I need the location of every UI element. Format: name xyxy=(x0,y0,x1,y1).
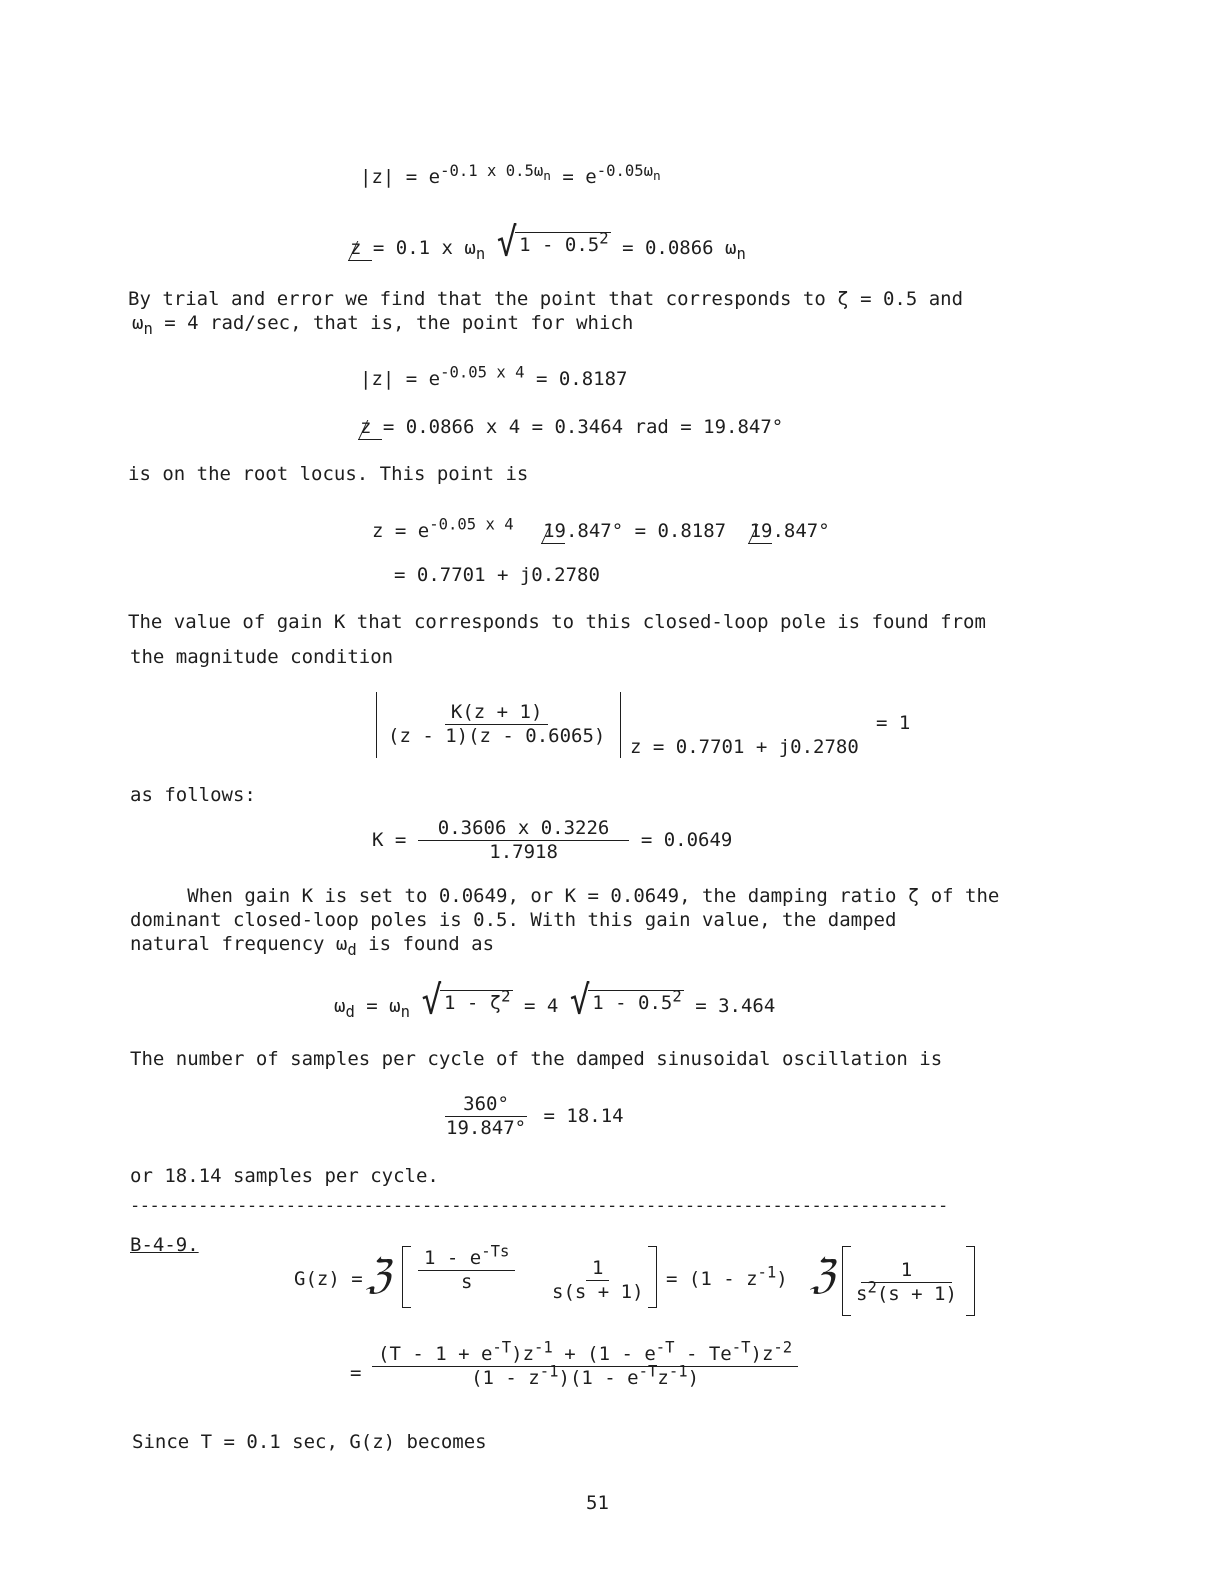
bracket-right xyxy=(648,1246,657,1308)
sqrt-radical: √ $1 - \zeta^2$ xyxy=(421,977,511,1024)
z-transform-symbol: ℨ xyxy=(810,1252,835,1298)
paragraph-root-locus: is on the root locus. This point is xyxy=(128,463,529,485)
eq-text: = e xyxy=(550,166,597,188)
equation-samples: $\frac{360^\circ}{19.847^\circ}$ = 18.14 xyxy=(446,1093,624,1139)
equation-gz-expanded: = xyxy=(350,1362,362,1384)
paragraph-magnitude-condition: the magnitude condition xyxy=(130,646,394,668)
gz-expanded-denominator: $(1 - z^{-1})(1 - e^{-T}z^{-1})$ xyxy=(471,1362,700,1389)
gz-frac-1: $\frac{1 - e^{-Ts}}{s}$ xyxy=(418,1248,515,1293)
eq-sub: n xyxy=(736,244,746,263)
equation-magnitude-value: $|z| = e^{-0.05 x 4} = 0.8187$ xyxy=(360,363,628,390)
magnitude-rhs: = 1 xyxy=(876,712,911,734)
equation-angle-value xyxy=(356,418,783,437)
eq-sub: n xyxy=(475,244,486,263)
abs-bar-left xyxy=(376,692,377,758)
gz-frac-3: $\frac{1}{s^2(s + 1)}$ xyxy=(856,1259,957,1305)
sqrt-radical: √ $1 - 0.5^2$ xyxy=(569,977,682,1024)
section-label: B-4-9. xyxy=(130,1234,199,1256)
equation-gain-k: K = $\frac{0.3606 x 0.3226}{1.7918}$ = 0.0649 xyxy=(372,817,733,863)
eq-text: |z| = e xyxy=(360,166,441,188)
magnitude-eval-point: z = 0.7701 + j0.2780 xyxy=(630,736,859,758)
paragraph-t-value: Since T = 0.1 sec, G(z) becomes xyxy=(132,1431,487,1453)
bracket-right xyxy=(966,1246,975,1316)
page-number: 51 xyxy=(586,1492,609,1514)
paragraph-trial-error-2: $\omega_n = 4$ rad/sec, that is, the point for which xyxy=(132,312,634,338)
paragraph-gain-value: The value of gain K that corresponds to this closed-loop pole is found from xyxy=(128,611,986,633)
eq-sup: -0.1 x 0.5ωn xyxy=(440,161,551,184)
mag-numerator: K(z + 1) xyxy=(445,702,549,725)
magnitude-fraction xyxy=(382,702,611,747)
sqrt-radical: √ $1 - 0.5^2$ xyxy=(496,219,609,266)
angle-symbol: 19.847° xyxy=(746,522,830,541)
abs-bar-right xyxy=(620,692,621,758)
paragraph-natural-frequency: natural frequency $\omega_d$ is found as xyxy=(130,933,495,959)
equation-magnitude-z xyxy=(360,161,661,188)
equation-point-rect: = 0.7701 + j0.2780 xyxy=(394,564,600,586)
gz-expanded-numerator: $(T - 1 + e^{-T})z^{-1} + (1 - e^{-T} - Te^{-T})z^{-2}$ xyxy=(372,1344,798,1367)
eq-sup: -0.05ωn xyxy=(596,161,661,184)
equation-point-z: $z = e^{-0.05 x 4}$ 19.847° = 0.8187 19.847° xyxy=(372,515,830,542)
paragraph-dominant-poles: dominant closed-loop poles is 0.5. With this gain value, the damped xyxy=(130,909,897,931)
equation-gz: G(z) = xyxy=(294,1268,363,1290)
gz-middle: = $(1 - z^{-1})$ xyxy=(666,1263,788,1290)
angle-symbol: z = 0.1 x ω xyxy=(346,239,476,258)
angle-symbol: z = 0.0866 x 4 = 0.3464 rad = 19.847° xyxy=(356,418,783,437)
equation-angle-z xyxy=(346,219,746,266)
equation-damped-frequency: $\omega_d = \omega_n$ √ $1 - \zeta^2$ = 4 √ $1 - 0.5^2$ = 3.464 xyxy=(334,977,776,1024)
dashed-rule: ------------------------------------------------------------------------------------ xyxy=(130,1196,948,1216)
gz-frac-2: $\frac{1}{s(s + 1)}$ xyxy=(552,1257,644,1303)
z-transform-symbol: ℨ xyxy=(366,1252,391,1298)
gz-expanded-frac xyxy=(372,1338,798,1389)
angle-symbol: 19.847° xyxy=(539,522,623,541)
paragraph-trial-error: By trial and error we find that the point that corresponds to ζ = 0.5 and xyxy=(128,288,964,310)
eq-text: = 0.0866 ω xyxy=(610,237,737,260)
mag-denominator: (z - 1)(z - 0.6065) xyxy=(388,724,606,747)
paragraph-samples-per-cycle: The number of samples per cycle of the damped sinusoidal oscillation is xyxy=(130,1048,943,1070)
bracket-left xyxy=(402,1246,411,1308)
paragraph-as-follows: as follows: xyxy=(130,784,256,806)
paragraph-gain-set: When gain K is set to 0.0649, or K = 0.0649, the damping ratio ζ of the xyxy=(130,885,1000,907)
paragraph-samples-result: or 18.14 samples per cycle. xyxy=(130,1165,439,1187)
